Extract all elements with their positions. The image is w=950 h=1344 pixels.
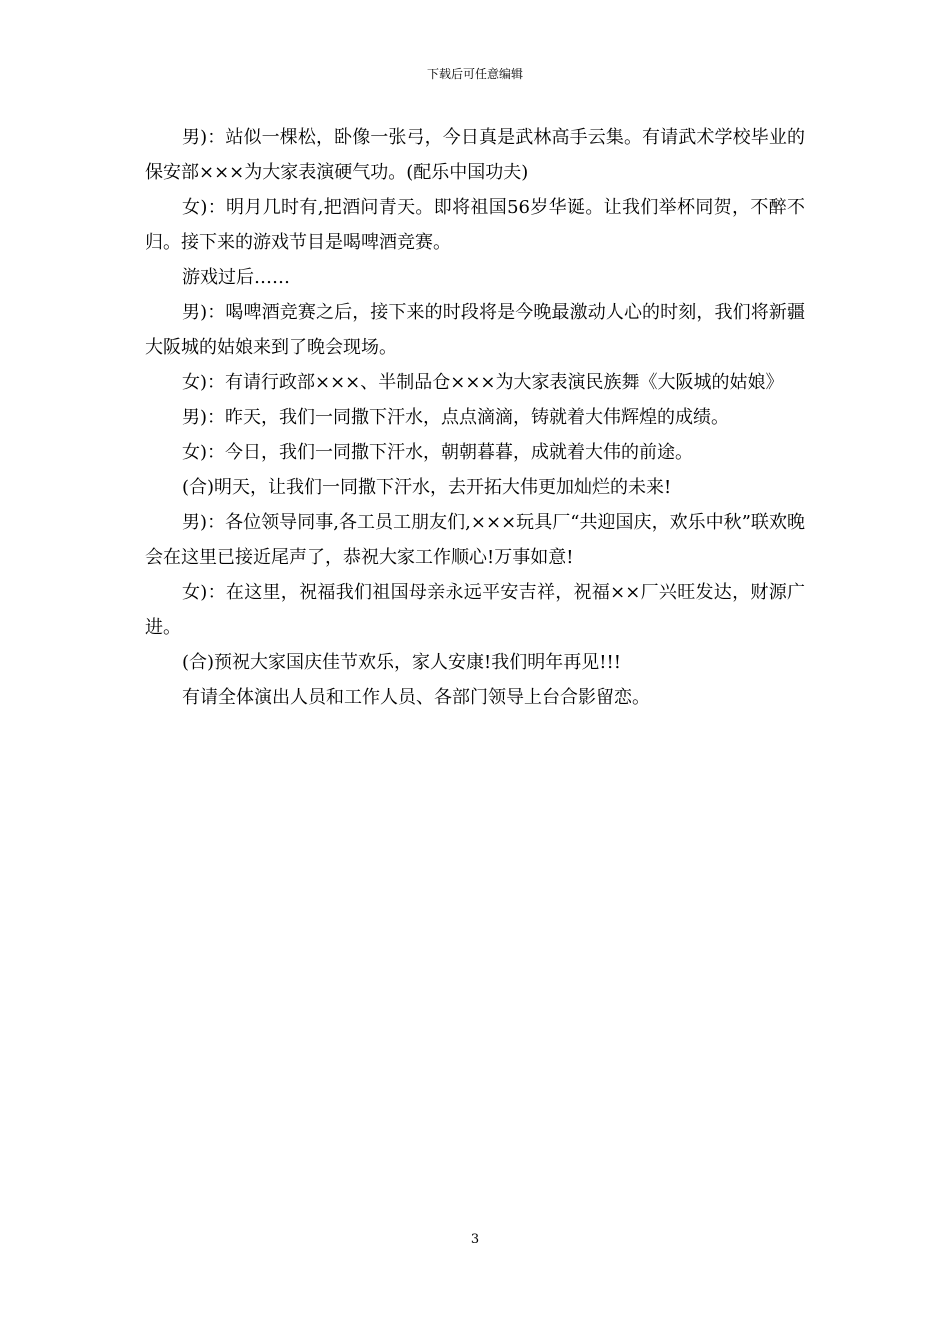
paragraph: 男)：昨天，我们一同撒下汗水，点点滴滴，铸就着大伟辉煌的成绩。 [182, 407, 730, 428]
paragraph: 男)：各位领导同事,各工员工朋友们,×××玩具厂“共迎国庆，欢乐中秋”联欢晚会在这里已接近尾声了，恭祝大家工作顺心!万事如意! [145, 512, 805, 568]
page-header: 下载后可任意编辑 [426, 67, 523, 81]
paragraph: 男)：喝啤酒竞赛之后，接下来的时段将是今晚最激动人心的时刻，我们将新疆大阪城的姑娘来到了晚会现场。 [145, 302, 805, 358]
paragraph: 男)：站似一棵松，卧像一张弓，今日真是武林高手云集。有请武术学校毕业的保安部×××为大家表演硬气功。(配乐中国功夫) [145, 127, 805, 183]
paragraph: 女)：在这里，祝福我们祖国母亲永远平安吉祥，祝福××厂兴旺发达，财源广进。 [145, 582, 805, 638]
paragraph: 游戏过后…… [182, 267, 290, 288]
paragraph: 女)：今日，我们一同撒下汗水，朝朝暮暮，成就着大伟的前途。 [182, 442, 694, 463]
page-number: 3 [470, 1232, 480, 1247]
paragraph: (合)明天，让我们一同撒下汗水，去开拓大伟更加灿烂的未来! [182, 477, 672, 498]
paragraph: 有请全体演出人员和工作人员、各部门领导上台合影留恋。 [182, 687, 650, 708]
document-body [145, 120, 805, 715]
paragraph: 女)：有请行政部×××、半制品仓×××为大家表演民族舞《大阪城的姑娘》 [182, 372, 784, 393]
paragraph: (合)预祝大家国庆佳节欢乐，家人安康!我们明年再见!!! [182, 652, 621, 673]
paragraph: 女)：明月几时有,把酒问青天。即将祖国56岁华诞。让我们举杯同贺，不醉不归。接下来的游戏节目是喝啤酒竞赛。 [145, 197, 805, 253]
